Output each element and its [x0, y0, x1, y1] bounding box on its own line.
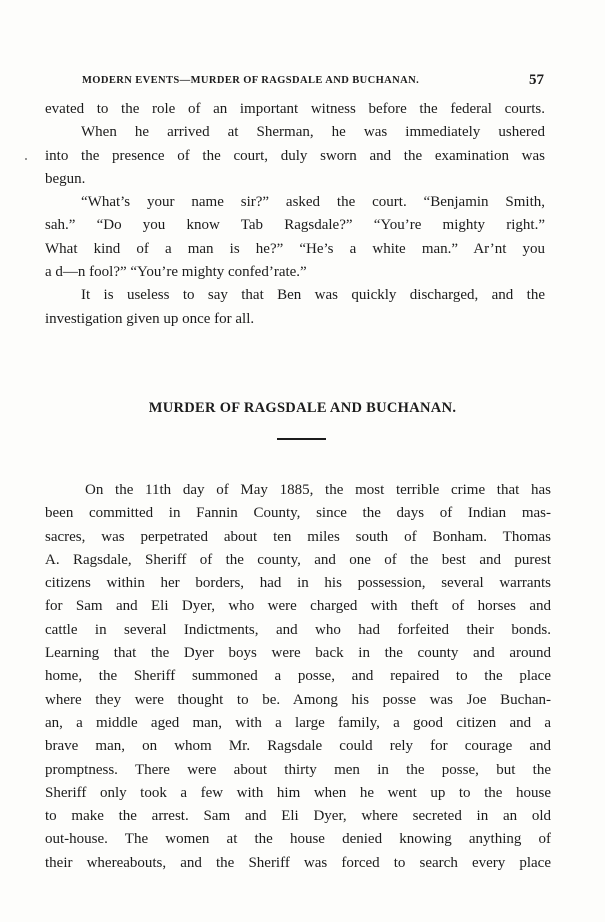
text-line: “What’s your name sir?” asked the court. “Benjamin Smith,	[81, 194, 545, 211]
scan-speck	[25, 158, 27, 160]
text-line: been committed in Fannin County, since the days of Indian mas-	[45, 505, 551, 522]
text-line: to make the arrest. Sam and Eli Dyer, where secreted in an old	[45, 808, 551, 825]
text-line: their whereabouts, and the Sheriff was forced to search every place	[45, 854, 551, 871]
text-line: sah.” “Do you know Tab Ragsdale?” “You’re mighty right.”	[45, 217, 545, 234]
section-divider-rule	[277, 438, 326, 440]
text-line: sacres, was perpetrated about ten miles south of Bonham. Thomas	[45, 528, 551, 545]
text-line: an, a middle aged man, with a large family, a good citizen and a	[45, 714, 551, 731]
text-line: A. Ragsdale, Sheriff of the county, and one of the best and purest	[45, 551, 551, 568]
text-line: What kind of a man is he?” “He’s a white man.” Ar’nt you	[45, 240, 545, 257]
text-line: out-house. The women at the house denied knowing anything of	[45, 831, 551, 848]
text-line: Sheriff only took a few with him when he went up to the house	[45, 784, 551, 801]
text-line: for Sam and Eli Dyer, who were charged with theft of horses and	[45, 598, 551, 615]
text-line: home, the Sheriff summoned a posse, and repaired to the place	[45, 668, 551, 685]
text-line: into the presence of the court, duly sworn and the examination was	[45, 147, 545, 164]
section-body-text	[45, 479, 551, 875]
text-line: evated to the role of an important witness before the federal courts.	[45, 101, 545, 117]
text-line: When he arrived at Sherman, he was immediately ushered	[81, 124, 545, 141]
running-head-title: MODERN EVENTS—MURDER OF RAGSDALE AND BUCHANAN.	[82, 75, 420, 86]
section-heading: MURDER OF RAGSDALE AND BUCHANAN.	[148, 400, 457, 416]
text-line: investigation given up once for all.	[45, 310, 255, 327]
text-line: a d—n fool?” “You’re mighty confed’rate.”	[45, 264, 307, 281]
running-head	[82, 72, 544, 90]
text-line: where they were thought to be. Among his posse was Joe Buchan-	[45, 691, 551, 708]
text-line: cattle in several Indictments, and who had forfeited their bonds.	[45, 621, 551, 638]
text-line: On the 11th day of May 1885, the most terrible crime that has	[85, 482, 551, 498]
text-line: begun.	[45, 170, 86, 187]
page-number: 57	[529, 72, 544, 88]
text-line: Learning that the Dyer boys were back in the county and around	[45, 645, 551, 662]
preceding-section-text	[45, 98, 545, 331]
text-line: citizens within her borders, had in his possession, several warrants	[45, 575, 551, 592]
text-line: It is useless to say that Ben was quickly discharged, and the	[81, 287, 545, 304]
text-line: promptness. There were about thirty men in the posse, but the	[45, 761, 551, 778]
text-line: brave man, on whom Mr. Ragsdale could rely for courage and	[45, 738, 551, 755]
